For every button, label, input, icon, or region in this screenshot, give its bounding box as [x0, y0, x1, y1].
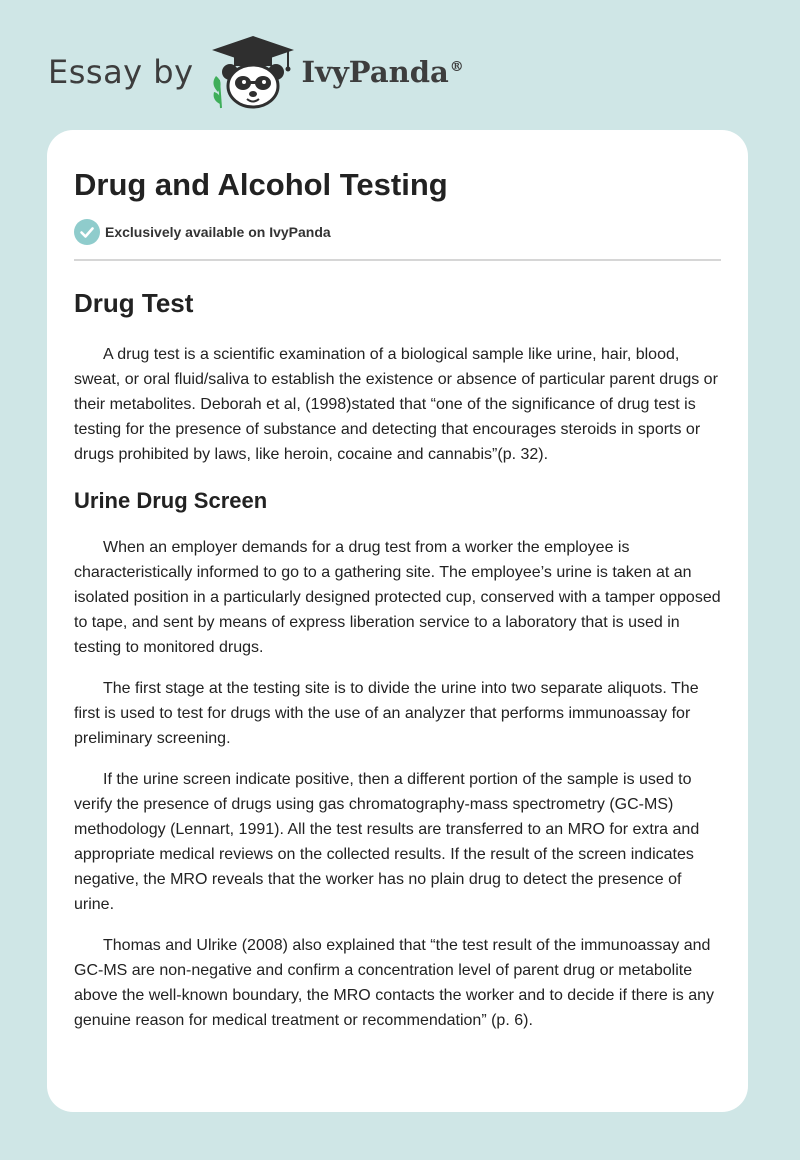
check-circle-icon: [74, 219, 100, 245]
paragraph: If the urine screen indicate positive, then a different portion of the sample is used to verify the presence of drugs using gas chromatography-mass spectrometry (GC-MS) methodology (Lennart, 1991). All the test results are transferred to an MRO for extra and appropriate medical reviews on the collected results. If the result of the screen indicates negative, the MRO reveals that the worker has no plain drug to detect the presence of urine.: [74, 771, 700, 913]
brand-header: [48, 34, 464, 110]
section-heading-urine-drug-screen: Urine Drug Screen: [74, 488, 268, 513]
section-heading-drug-test: Drug Test: [74, 288, 194, 318]
panda-logo-icon: [208, 34, 298, 110]
essay-card: [47, 130, 748, 1112]
exclusive-badge: [74, 219, 721, 245]
brand-name: IvyPanda®: [301, 55, 464, 89]
divider: [74, 259, 721, 261]
paragraph: Thomas and Ulrike (2008) also explained that “the test result of the immunoassay and GC-MS are non-negative and confirm a concentration level of parent drug or metabolite above the well-known boundary, the MRO contacts the worker and to decide if there is any genuine reason for medical treatment or recommendation” (p. 6).: [74, 937, 715, 1029]
brand-prefix: Essay by: [48, 53, 194, 91]
paragraph: When an employer demands for a drug test from a worker the employee is characteristically informed to go to a gathering site. The employee’s urine is taken at an isolated position in a particularly designed protected cup, conserved with a tamper opposed to tape, and sent by means of express liberation service to a laboratory that is used in testing to monitored drugs.: [74, 539, 721, 656]
page-title: Drug and Alcohol Testing: [74, 167, 448, 202]
paragraph: A drug test is a scientific examination of a biological sample like urine, hair, blood, sweat, or oral fluid/saliva to establish the existence or absence of particular parent drugs or their metabolites. Deborah et al, (1998)stated that “one of the significance of drug test is testing for the presence of substance and detecting that encourages steroids in sports or drugs prohibited by laws, like heroin, cocaine and cannabis”(p. 32).: [74, 346, 718, 463]
badge-label: Exclusively available on IvyPanda: [105, 224, 331, 240]
paragraph: The first stage at the testing site is to divide the urine into two separate aliquots. The first is used to test for drugs with the use of an analyzer that performs immunoassay for preliminary screening.: [74, 680, 699, 747]
